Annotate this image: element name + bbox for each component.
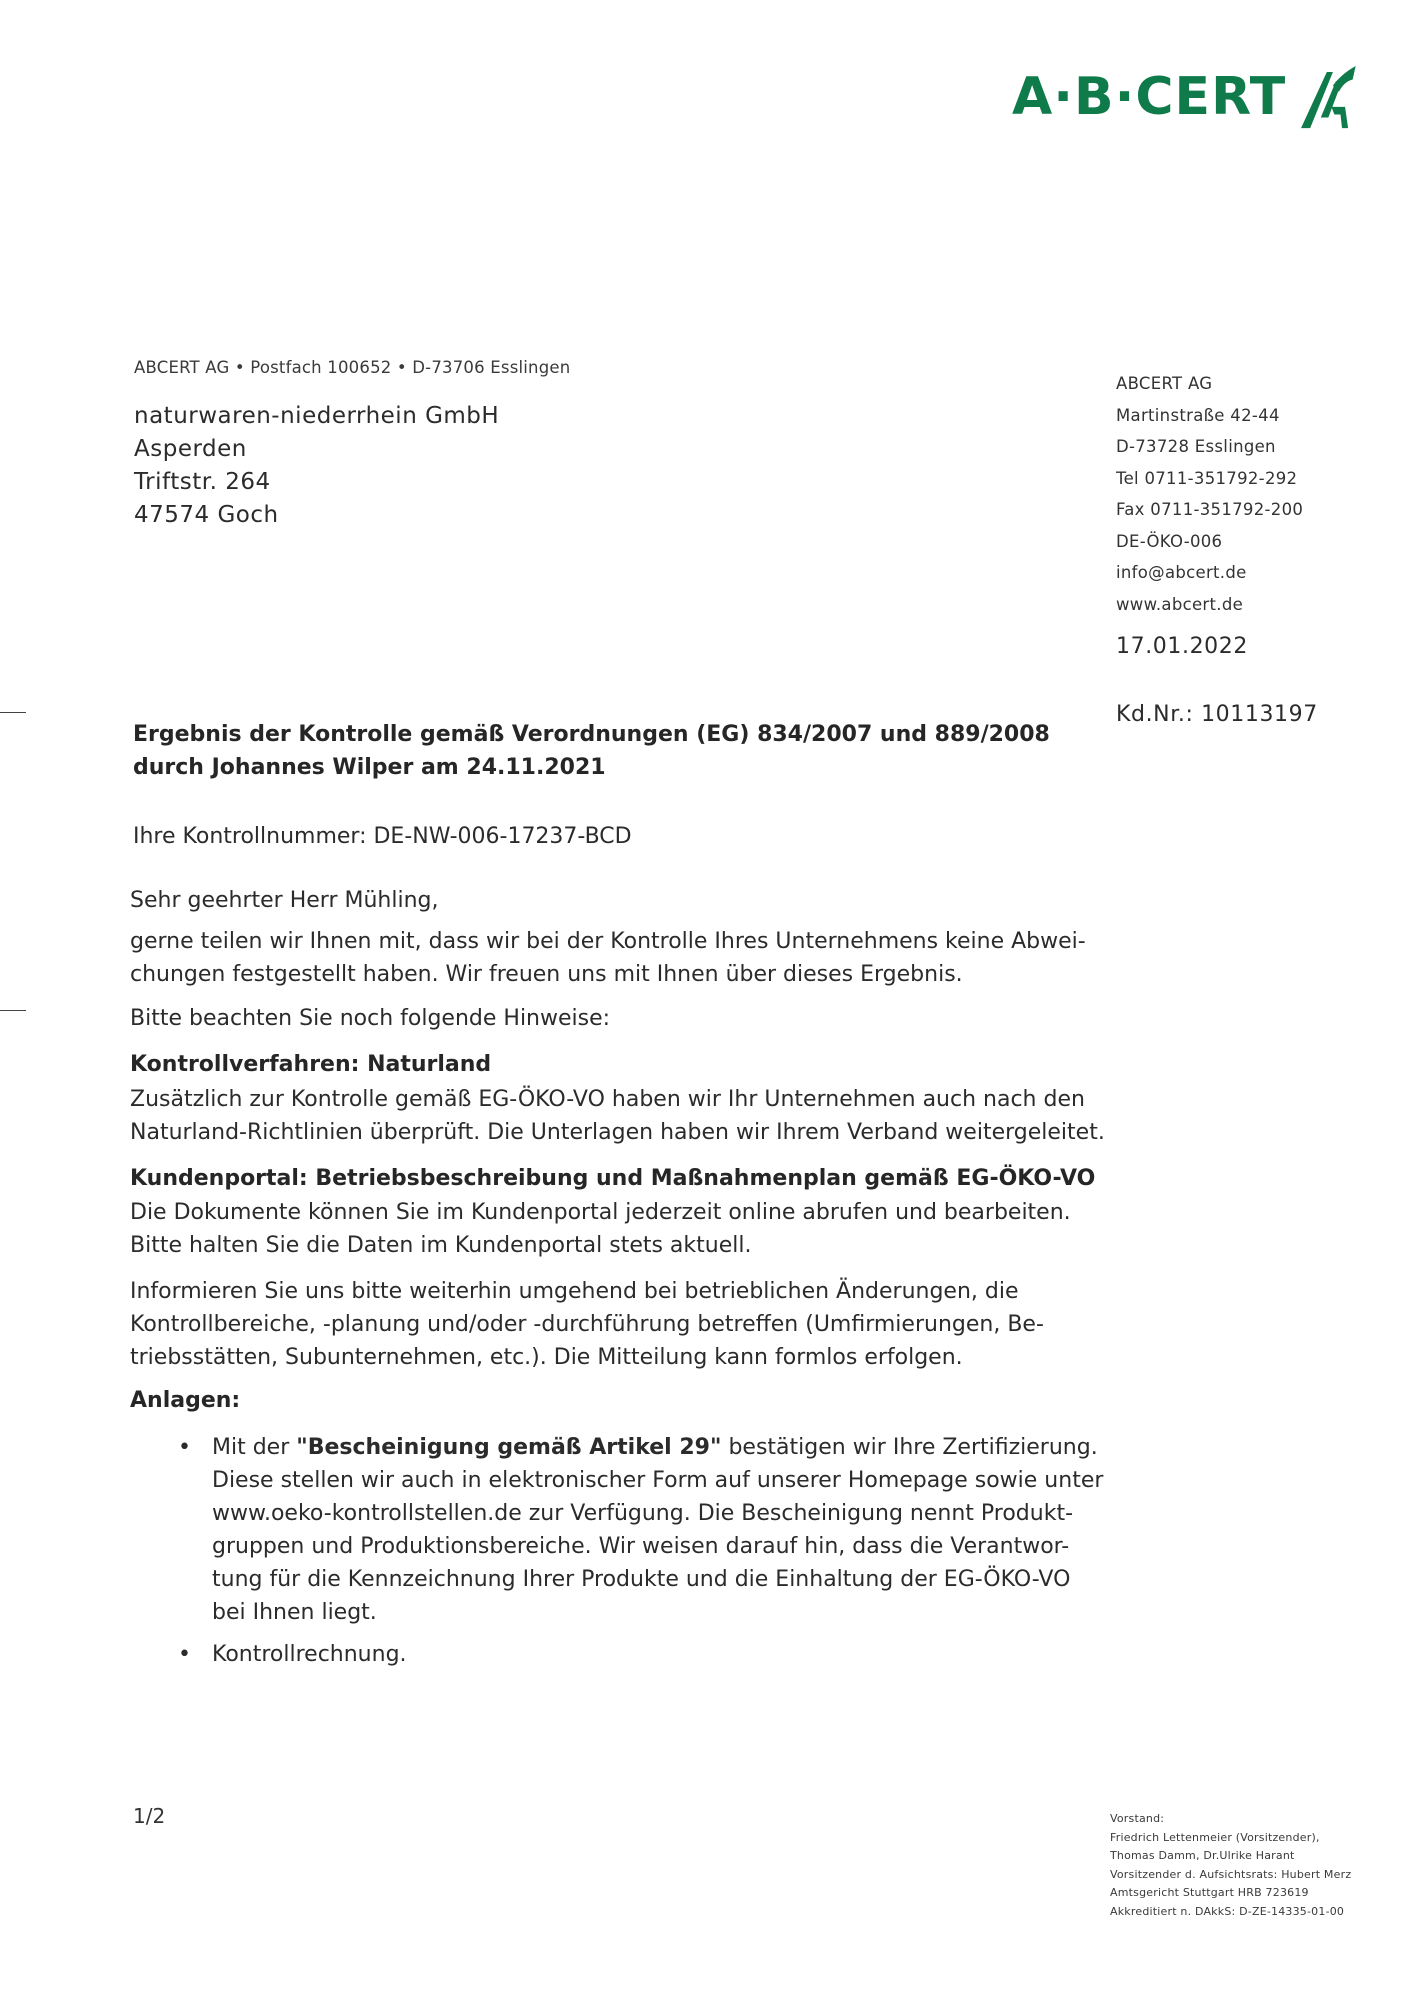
attachment-suffix: bestätigen wir Ihre Zertifizierung. [721, 1435, 1098, 1460]
board-info [1110, 1810, 1370, 1921]
recipient-line: Asperden [134, 436, 247, 462]
logo-text: A·B·CERT [1012, 67, 1287, 127]
paragraph-line: www.oeko-kontrollstellen.de zur Verfügung. Die Bescheinigung nennt Produkt- [212, 1501, 1074, 1526]
changes-paragraph [130, 1275, 1140, 1374]
contact-line: DE-ÖKO-006 [1116, 531, 1223, 551]
paragraph-line: Informieren Sie uns bitte weiterhin umgehend bei betrieblichen Änderungen, die [130, 1279, 1019, 1304]
section-paragraph-customer-portal [130, 1196, 1140, 1262]
bullet-icon: • [178, 1642, 191, 1667]
board-line: Thomas Damm, Dr.Ulrike Harant [1110, 1849, 1295, 1862]
contact-email: info@abcert.de [1116, 563, 1247, 582]
paragraph-line: Bitte halten Sie die Daten im Kundenportal stets aktuell. [130, 1233, 752, 1258]
contact-line: Tel 0711-351792-292 [1116, 468, 1298, 488]
paragraph-line: Kontrollbereiche, -planung und/oder -durchführung betreffen (Umfirmierungen, Be- [130, 1312, 1044, 1337]
board-line: Vorsitzender d. Aufsichtsrats: Hubert Merz [1110, 1867, 1352, 1881]
letter-date: 17.01.2022 [1116, 634, 1248, 659]
recipient-address [134, 400, 499, 532]
paragraph-line: gerne teilen wir Ihnen mit, dass wir bei der Kontrolle Ihres Unternehmens keine Abwei- [130, 929, 1086, 954]
subject-line: durch Johannes Wilper am 24.11.2021 [133, 755, 606, 780]
board-line: Akkreditiert n. DAkkS: D-ZE-14335-01-00 [1110, 1904, 1345, 1918]
paragraph-line: triebsstätten, Subunternehmen, etc.). Die Mitteilung kann formlos erfolgen. [130, 1345, 963, 1370]
fold-mark [0, 712, 26, 713]
attachments-heading: Anlagen: [130, 1388, 241, 1413]
attachment-item-invoice: Kontrollrechnung. [212, 1642, 407, 1667]
paragraph-line: Die Dokumente können Sie im Kundenportal jederzeit online abrufen und bearbeiten. [130, 1200, 1071, 1225]
contact-line: Martinstraße 42-44 [1116, 405, 1280, 425]
paragraph-line: Zusätzlich zur Kontrolle gemäß EG-ÖKO-VO haben wir Ihr Unternehmen auch nach den [130, 1087, 1085, 1112]
paragraph-line: Naturland-Richtlinien überprüft. Die Unterlagen haben wir Ihrem Verband weitergeleitet. [130, 1120, 1105, 1145]
board-line: Friedrich Lettenmeier (Vorsitzender), [1110, 1830, 1320, 1844]
paragraph-line: chungen festgestellt haben. Wir freuen uns mit Ihnen über dieses Ergebnis. [130, 962, 963, 987]
board-line: Amtsgericht Stuttgart HRB 723619 [1110, 1886, 1309, 1899]
attachment-first-line [212, 1431, 1117, 1464]
fold-mark [0, 1010, 26, 1011]
board-line: Vorstand: [1110, 1812, 1165, 1825]
recipient-line: 47574 Goch [134, 502, 279, 528]
salutation: Sehr geehrter Herr Mühling, [130, 888, 439, 913]
contact-line: Fax 0711-351792-200 [1116, 500, 1304, 519]
paragraph-line: bei Ihnen liegt. [212, 1600, 377, 1625]
paragraph-line: gruppen und Produktionsbereiche. Wir weisen darauf hin, dass die Verantwor- [212, 1534, 1070, 1559]
contact-website: www.abcert.de [1116, 594, 1244, 614]
page-number: 1/2 [133, 1804, 166, 1828]
company-contact-block [1116, 368, 1303, 620]
subject-line: Ergebnis der Kontrolle gemäß Verordnungen (EG) 834/2007 und 889/2008 [133, 722, 1050, 747]
sender-address-line: ABCERT AG • Postfach 100652 • D-73706 Esslingen [134, 358, 571, 377]
letter-subject [133, 718, 1050, 784]
section-paragraph-control-procedure [130, 1083, 1140, 1149]
paragraph-line: tung für die Kennzeichnung Ihrer Produkte und die Einhaltung der EG-ÖKO-VO [212, 1567, 1071, 1592]
recipient-line: naturwaren-niederrhein GmbH [134, 403, 500, 429]
section-heading-customer-portal: Kundenportal: Betriebsbeschreibung und Maßnahmenplan gemäß EG-ÖKO-VO [130, 1166, 1096, 1191]
recipient-line: Triftstr. 264 [134, 469, 271, 495]
bullet-icon: • [178, 1435, 191, 1460]
paragraph-line: Diese stellen wir auch in elektronischer Form auf unserer Homepage sowie unter [212, 1468, 1104, 1493]
contact-line: ABCERT AG [1116, 374, 1213, 393]
intro-paragraph [130, 925, 1130, 991]
certificate-title: "Bescheinigung gemäß Artikel 29" [296, 1435, 722, 1460]
company-logo [1012, 50, 1362, 144]
contact-line: D-73728 Esslingen [1116, 437, 1276, 456]
customer-number: Kd.Nr.: 10113197 [1116, 702, 1318, 727]
abcert-logo-mark-icon [1298, 52, 1362, 142]
section-heading-control-procedure: Kontrollverfahren: Naturland [130, 1052, 492, 1077]
control-number: Ihre Kontrollnummer: DE-NW-006-17237-BCD [133, 824, 632, 849]
attachment-prefix: Mit der [212, 1435, 297, 1460]
attachment-item-certificate [212, 1431, 1117, 1629]
notes-intro: Bitte beachten Sie noch folgende Hinweise: [130, 1006, 611, 1031]
